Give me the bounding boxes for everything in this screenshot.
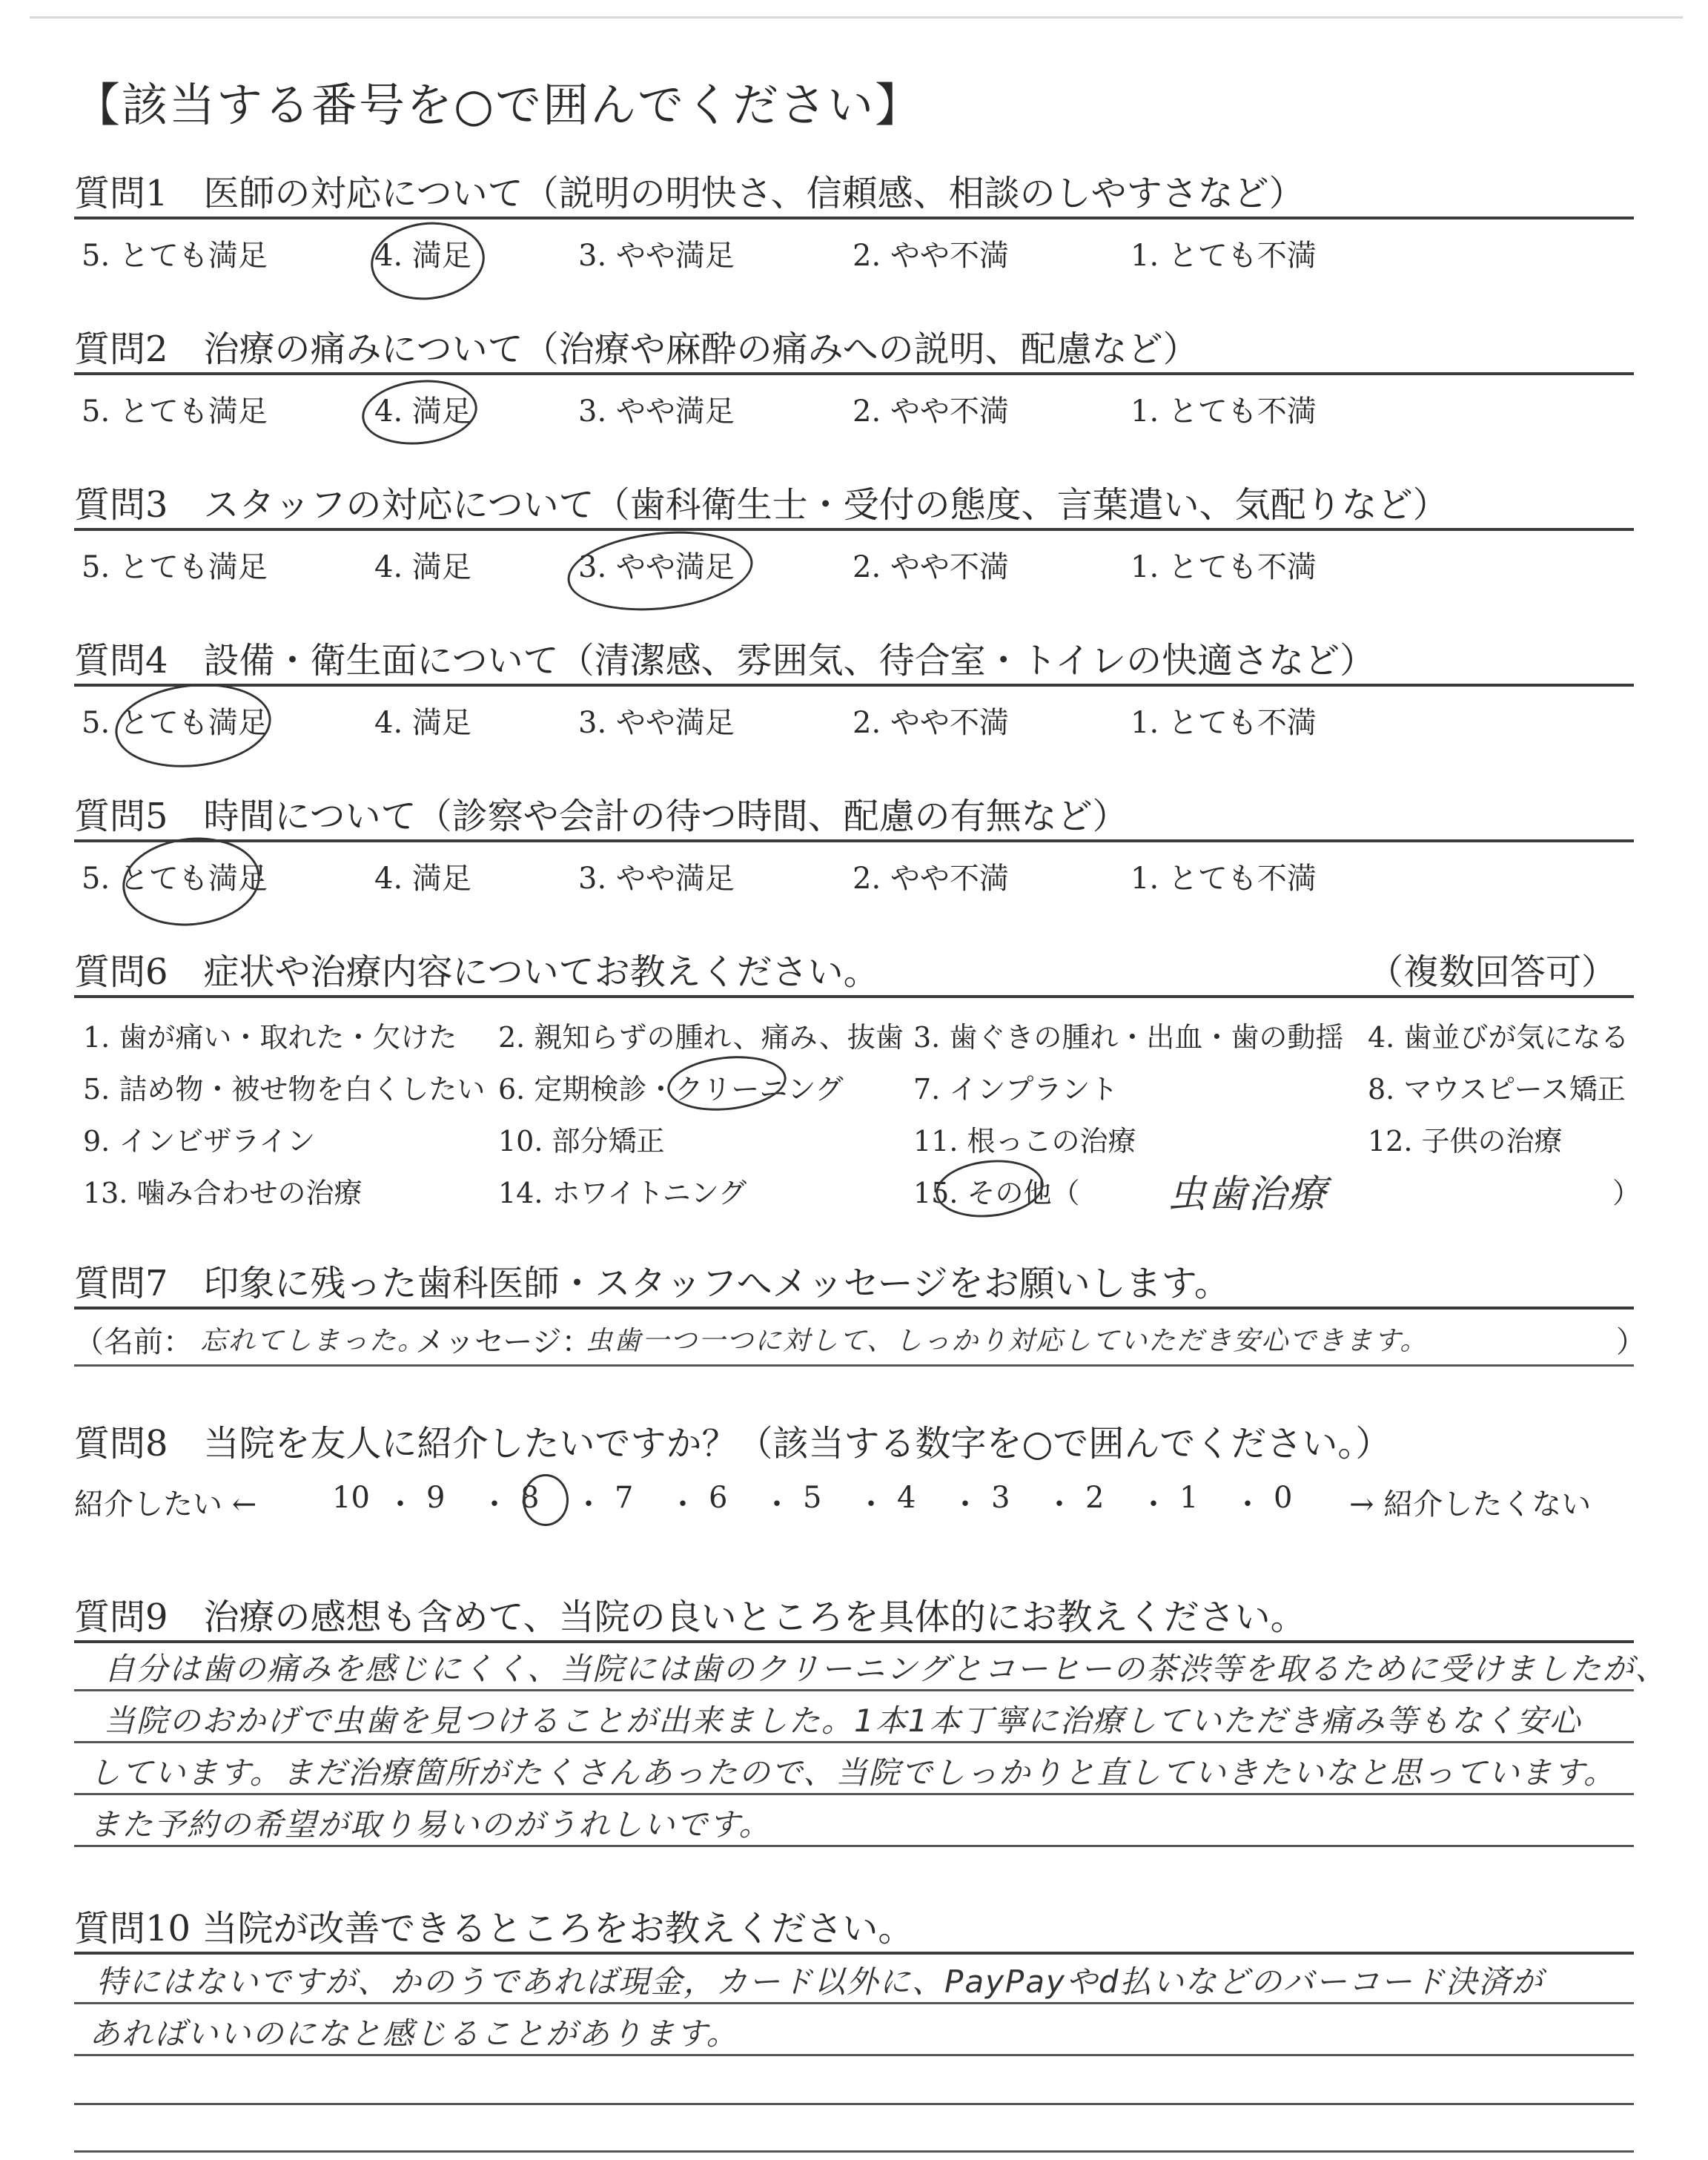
q7-message-value: 虫歯一つ一つに対して、しっかり対応していただき安心できます。 <box>586 1326 1429 1356</box>
q10-line-rule-2 <box>74 2054 1634 2056</box>
q7-name-value: 忘れてしまった。 <box>200 1326 426 1356</box>
q8-scale-7[interactable]: 7 <box>615 1481 634 1515</box>
q8-scale-8[interactable]: 8 <box>520 1481 540 1515</box>
q3-option-2[interactable]: 2. やや不満 <box>853 550 1009 584</box>
q7-line-close: ） <box>1616 1325 1646 1359</box>
q5-option-5[interactable]: 5. とても満足 <box>82 862 268 896</box>
q2-answer-circle <box>359 374 480 450</box>
q8-scale-separator: ・ <box>668 1487 698 1522</box>
q7-message-label: メッセージ： <box>415 1325 592 1359</box>
q8-scale-separator: ・ <box>1045 1487 1074 1522</box>
q3-answer-circle <box>563 523 756 619</box>
q9-title: 質問9 治療の感想も含めて、当院の良いところを具体的にお教えください。 <box>74 1596 1306 1638</box>
q3-title: 質問3 スタッフの対応について（歯科衛生士・受付の態度、言葉遣い、気配りなど） <box>74 484 1449 526</box>
q2-rule <box>74 372 1634 375</box>
q9-line-rule-2 <box>74 1741 1634 1743</box>
q8-scale-separator: ・ <box>480 1487 509 1522</box>
q8-scale-separator: ・ <box>1139 1487 1168 1522</box>
q8-scale-separator: ・ <box>950 1487 980 1522</box>
q2-title: 質問2 治療の痛みについて（治療や麻酔の痛みへの説明、配慮など） <box>74 328 1199 370</box>
q8-scale-9[interactable]: 9 <box>426 1481 446 1515</box>
q10-answer-line-2: あればいいのになと感じることがあります。 <box>89 2015 739 2052</box>
q6-item-15[interactable]: 15. その他（ <box>913 1177 1080 1209</box>
q8-title: 質問8 当院を友人に紹介したいですか？（該当する数字を○で囲んでください。） <box>74 1423 1391 1464</box>
q6-item-6[interactable]: 6. 定期検診・クリーニング <box>498 1073 844 1106</box>
q9-answer-line-2: 当院のおかげで虫歯を見つけることが出来ました。1本1本丁寧に治療していただき痛み等もなく安心 <box>104 1702 1582 1739</box>
q6-item-14[interactable]: 14. ホワイトニング <box>498 1177 747 1209</box>
q8-scale-separator: ・ <box>385 1487 415 1522</box>
q9-line-rule-3 <box>74 1793 1634 1795</box>
q6-item-2[interactable]: 2. 親知らずの腫れ、痛み、抜歯 <box>498 1021 904 1054</box>
q10-line-rule-3 <box>74 2103 1634 2105</box>
page-title: 【該当する番号を○で囲んでください】 <box>74 78 923 132</box>
q10-rule <box>74 1952 1634 1955</box>
q7-line-open: （名前： <box>74 1325 193 1359</box>
q6-item-9[interactable]: 9. インビザライン <box>83 1125 316 1157</box>
q8-answer-circle <box>523 1474 569 1526</box>
q8-scale-5[interactable]: 5 <box>803 1481 822 1515</box>
q7-title: 質問7 印象に残った歯科医師・スタッフへメッセージをお願いします。 <box>74 1263 1230 1304</box>
q2-option-5[interactable]: 5. とても満足 <box>82 394 268 429</box>
q1-option-5[interactable]: 5. とても満足 <box>82 239 268 273</box>
q7-underline <box>74 1364 1634 1367</box>
q1-option-3[interactable]: 3. やや満足 <box>578 239 735 273</box>
q8-scale-2[interactable]: 2 <box>1085 1481 1105 1515</box>
q5-option-1[interactable]: 1. とても不満 <box>1131 862 1317 896</box>
q1-title: 質問1 医師の対応について（説明の明快さ、信頼感、相談のしやすさなど） <box>74 173 1305 214</box>
q8-scale-0[interactable]: 0 <box>1274 1481 1293 1515</box>
q2-option-4[interactable]: 4. 満足 <box>374 394 471 429</box>
q4-title: 質問4 設備・衛生面について（清潔感、雰囲気、待合室・トイレの快適さなど） <box>74 640 1376 681</box>
q3-option-3[interactable]: 3. やや満足 <box>578 550 735 584</box>
q1-option-4[interactable]: 4. 満足 <box>374 239 471 273</box>
q6-item-12[interactable]: 12. 子供の治療 <box>1368 1125 1563 1157</box>
q6-rule <box>74 995 1634 998</box>
q5-option-3[interactable]: 3. やや満足 <box>578 862 735 896</box>
q5-title: 質問5 時間について（診察や会計の待つ時間、配慮の有無など） <box>74 796 1128 837</box>
q6-item-10[interactable]: 10. 部分矯正 <box>498 1125 665 1157</box>
q6-item-7[interactable]: 7. インプラント <box>913 1073 1119 1106</box>
q4-answer-circle <box>111 676 275 774</box>
q9-answer-line-4: また予約の希望が取り易いのがうれしいです。 <box>89 1806 772 1843</box>
q2-option-3[interactable]: 3. やや満足 <box>578 394 735 429</box>
q6-item-5[interactable]: 5. 詰め物・被せ物を白くしたい <box>83 1073 486 1106</box>
q4-option-5[interactable]: 5. とても満足 <box>82 706 268 740</box>
q6-item-4[interactable]: 4. 歯並びが気になる <box>1368 1021 1629 1054</box>
q7-rule <box>74 1307 1634 1309</box>
q5-answer-circle <box>118 831 264 933</box>
q8-scale-separator: ・ <box>574 1487 603 1522</box>
q1-rule <box>74 217 1634 219</box>
q4-rule <box>74 684 1634 687</box>
q1-answer-circle <box>367 217 489 305</box>
q6-item-15-circle <box>933 1155 1046 1223</box>
q9-line-rule-4 <box>74 1845 1634 1847</box>
q3-rule <box>74 528 1634 531</box>
q1-option-2[interactable]: 2. やや不満 <box>853 239 1009 273</box>
q10-answer-line-1: 特にはないですが、かのうであれば現金，カード以外に、PayPayやd払いなどのバーコード決済が <box>96 1964 1544 2000</box>
q6-item-11[interactable]: 11. 根っこの治療 <box>913 1125 1136 1157</box>
q6-other-text: 虫歯治療 <box>1168 1172 1328 1217</box>
q4-option-4[interactable]: 4. 満足 <box>374 706 471 740</box>
q9-rule <box>74 1640 1634 1643</box>
q8-scale-1[interactable]: 1 <box>1179 1481 1199 1515</box>
q10-line-rule-1 <box>74 2002 1634 2004</box>
q6-multiple-note: （複数回答可） <box>1368 951 1618 993</box>
q10-title: 質問10 当院が改善できるところをお教えください。 <box>74 1908 914 1949</box>
q9-answer-line-1: 自分は歯の痛みを感じにくく、当院には歯のクリーニングとコーヒーの茶渋等を取るために受けましたが、 <box>104 1651 1668 1687</box>
q8-scale-10[interactable]: 10 <box>332 1481 370 1515</box>
q2-option-1[interactable]: 1. とても不満 <box>1131 394 1317 429</box>
q8-scale-4[interactable]: 4 <box>897 1481 916 1515</box>
q4-option-3[interactable]: 3. やや満足 <box>578 706 735 740</box>
q8-scale-6[interactable]: 6 <box>709 1481 728 1515</box>
q8-right-label: → 紹介したくない <box>1349 1487 1592 1522</box>
q6-title: 質問6 症状や治療内容についてお教えください。 <box>74 951 879 993</box>
q3-option-4[interactable]: 4. 満足 <box>374 550 471 584</box>
q1-option-1[interactable]: 1. とても不満 <box>1131 239 1317 273</box>
q9-line-rule-1 <box>74 1689 1634 1691</box>
q6-item-3[interactable]: 3. 歯ぐきの腫れ・出血・歯の動揺 <box>913 1021 1344 1054</box>
q9-answer-line-3: しています。まだ治療箇所がたくさんあったので、当院でしっかりと直していきたいなと思っています。 <box>89 1754 1617 1791</box>
q5-option-4[interactable]: 4. 満足 <box>374 862 471 896</box>
top-edge-line <box>30 16 1683 19</box>
q8-scale-separator: ・ <box>762 1487 792 1522</box>
q4-option-1[interactable]: 1. とても不満 <box>1131 706 1317 740</box>
q3-option-5[interactable]: 5. とても満足 <box>82 550 268 584</box>
q8-left-label: 紹介したい ← <box>74 1487 257 1522</box>
q6-item-1[interactable]: 1. 歯が痛い・取れた・欠けた <box>83 1021 457 1054</box>
q6-other-close: ） <box>1612 1177 1641 1209</box>
q6-item-8[interactable]: 8. マウスピース矯正 <box>1368 1073 1626 1106</box>
q3-option-1[interactable]: 1. とても不満 <box>1131 550 1317 584</box>
q8-scale-separator: ・ <box>1233 1487 1262 1522</box>
q5-rule <box>74 839 1634 842</box>
q4-option-2[interactable]: 2. やや不満 <box>853 706 1009 740</box>
q8-scale-separator: ・ <box>856 1487 886 1522</box>
q2-option-2[interactable]: 2. やや不満 <box>853 394 1009 429</box>
q6-item-13[interactable]: 13. 噛み合わせの治療 <box>83 1177 363 1209</box>
q5-option-2[interactable]: 2. やや不満 <box>853 862 1009 896</box>
q10-line-rule-4 <box>74 2150 1634 2153</box>
q8-scale-3[interactable]: 3 <box>991 1481 1010 1515</box>
